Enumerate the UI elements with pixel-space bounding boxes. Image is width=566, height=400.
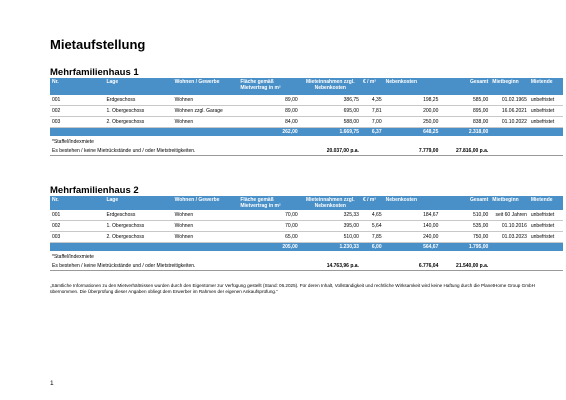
cell-nr: 003 [50,117,104,128]
table-row [50,95,563,106]
cell-mietbeginn: 01.02.1965 [490,95,529,106]
cell-wohnen: Wohnen [173,117,239,128]
total-flaeche: 205,00 [238,243,299,252]
section-title-mfh1: Mehrfamilienhaus 1 [50,67,139,78]
col-header-wohnen: Wohnen / Gewerbe [173,196,239,210]
cell-lage: 1. Obergeschoss [104,221,172,232]
cell-flaeche: 70,00 [238,210,299,221]
col-header-nebenkosten: Nebenkosten [384,78,441,95]
cell-mietende: unbefristet [529,210,563,221]
cell-nebenkosten: 198,25 [384,95,441,106]
cell-mieteinnahmen: 695,00 [300,106,361,117]
cell-lage: Erdgeschoss [104,95,172,106]
summary-mieteinnahmen-pa: 20.037,00 p.a. [300,146,361,156]
total-gesamt: 1.795,00 [440,243,490,252]
cell-gesamt: 895,00 [440,106,490,117]
col-header-mieteinnahmen: Mieteinnahmen zzgl. Nebenkosten [300,78,361,95]
cell-mietbeginn: 01.10.2022 [490,117,529,128]
cell-mieteinnahmen: 395,00 [300,221,361,232]
table-header-row [50,196,563,210]
cell-mietbeginn: 01.10.2016 [490,221,529,232]
cell-nr: 002 [50,221,104,232]
cell-euro-m2: 5,64 [361,221,384,232]
summary-row [50,146,563,156]
summary-gesamt-pa: 21.540,00 p.a. [440,261,490,271]
cell-euro-m2: 4,35 [361,95,384,106]
page-number: 1 [50,380,54,387]
cell-mieteinnahmen: 325,33 [300,210,361,221]
col-header-lage: Lage [104,78,172,95]
col-header-euro-m2: € / m² [361,78,384,95]
col-header-mietende: Mietende [529,78,563,95]
cell-flaeche: 70,00 [238,221,299,232]
col-header-mietbeginn: Mietbeginn [490,78,529,95]
disclaimer-text: „Sämtliche Informationen zu den Mietverhältnissen wurden durch den Eigentümer zur Verfügung gestellt (Stand: 06.2025). Für deren Inhalt, Vollständigkeit und rechtliche Wirksamkeit wird keine Haftung durch die PlanetHome Group GmbH übernommen. Die Überprüfung dieser Angaben obliegt dem Erwerber im Rahmen der eigenen Ankaufsprüfung.“ [50,283,535,294]
table-row [50,106,563,117]
table-row [50,117,563,128]
col-header-flaeche: Fläche gemäß Mietvertrag in m² [238,196,299,210]
cell-euro-m2: 7,00 [361,117,384,128]
cell-gesamt: 510,00 [440,210,490,221]
totals-row [50,128,563,137]
col-header-euro-m2: € / m² [361,196,384,210]
cell-nr: 001 [50,95,104,106]
col-header-mietende: Mietende [529,196,563,210]
summary-gesamt-pa: 27.816,00 p.a. [440,146,490,156]
summary-nebenkosten-pa: 6.776,04 [384,261,441,271]
cell-mietbeginn: seit 60 Jahren [490,210,529,221]
col-header-gesamt: Gesamt [440,78,490,95]
summary-mieteinnahmen-pa: 14.763,96 p.a. [300,261,361,271]
col-header-nebenkosten: Nebenkosten [384,196,441,210]
total-mieteinnahmen: 1.669,75 [300,128,361,137]
col-header-nr: Nr. [50,78,104,95]
cell-wohnen: Wohnen [173,210,239,221]
table-row [50,232,563,243]
total-gesamt: 2.318,00 [440,128,490,137]
cell-euro-m2: 4,65 [361,210,384,221]
cell-flaeche: 89,00 [238,95,299,106]
total-flaeche: 262,00 [238,128,299,137]
total-nebenkosten: 648,25 [384,128,441,137]
cell-lage: Erdgeschoss [104,210,172,221]
cell-lage: 1. Obergeschoss [104,106,172,117]
cell-nebenkosten: 184,67 [384,210,441,221]
cell-gesamt: 750,00 [440,232,490,243]
cell-mieteinnahmen: 386,75 [300,95,361,106]
summary-row [50,261,563,271]
cell-wohnen: Wohnen [173,221,239,232]
cell-mietbeginn: 01.03.2023 [490,232,529,243]
rent-table-mfh1 [50,78,563,156]
table-header-row [50,78,563,95]
cell-flaeche: 65,00 [238,232,299,243]
page-title: Mietaufstellung [50,37,146,52]
note-row [50,253,563,261]
cell-mietende: unbefristet [529,232,563,243]
col-header-mietbeginn: Mietbeginn [490,196,529,210]
cell-euro-m2: 7,81 [361,106,384,117]
total-euro-m2: 6,37 [361,128,384,137]
note-text: *Staffel/Indexmiete [52,254,94,260]
cell-euro-m2: 7,85 [361,232,384,243]
cell-lage: 2. Obergeschoss [104,232,172,243]
cell-wohnen: Wohnen [173,232,239,243]
cell-nebenkosten: 140,00 [384,221,441,232]
cell-wohnen: Wohnen [173,95,239,106]
rent-table-mfh2 [50,196,563,271]
summary-label: Es bestehen / keine Mietrückstände und / oder Mietstreitigkeiten. [50,146,300,156]
cell-gesamt: 838,00 [440,117,490,128]
cell-nebenkosten: 200,00 [384,106,441,117]
section-title-mfh2: Mehrfamilienhaus 2 [50,185,139,196]
totals-row [50,243,563,252]
total-mieteinnahmen: 1.230,33 [300,243,361,252]
note-row [50,138,563,146]
col-header-lage: Lage [104,196,172,210]
cell-wohnen: Wohnen zzgl. Garage [173,106,239,117]
cell-flaeche: 84,00 [238,117,299,128]
summary-label: Es bestehen / keine Mietrückstände und / oder Mietstreitigkeiten. [50,261,300,271]
cell-gesamt: 585,00 [440,95,490,106]
cell-mietende: unbefristet [529,117,563,128]
col-header-mieteinnahmen: Mieteinnahmen zzgl. Nebenkosten [300,196,361,210]
total-nebenkosten: 564,67 [384,243,441,252]
cell-mietende: unbefristet [529,95,563,106]
table-row [50,210,563,221]
cell-mietende: unbefristet [529,106,563,117]
cell-gesamt: 535,00 [440,221,490,232]
cell-mieteinnahmen: 588,00 [300,117,361,128]
col-header-flaeche: Fläche gemäß Mietvertrag in m² [238,78,299,95]
col-header-nr: Nr. [50,196,104,210]
summary-nebenkosten-pa: 7.779,00 [384,146,441,156]
cell-lage: 2. Obergeschoss [104,117,172,128]
cell-nr: 002 [50,106,104,117]
note-text: *Staffel/Indexmiete [52,139,94,145]
total-euro-m2: 6,00 [361,243,384,252]
cell-nr: 001 [50,210,104,221]
cell-mietbeginn: 16.06.2021 [490,106,529,117]
cell-nebenkosten: 250,00 [384,117,441,128]
col-header-wohnen: Wohnen / Gewerbe [173,78,239,95]
cell-mietende: unbefristet [529,221,563,232]
cell-flaeche: 89,00 [238,106,299,117]
table-row [50,221,563,232]
col-header-gesamt: Gesamt [440,196,490,210]
cell-nr: 003 [50,232,104,243]
cell-mieteinnahmen: 510,00 [300,232,361,243]
cell-nebenkosten: 240,00 [384,232,441,243]
